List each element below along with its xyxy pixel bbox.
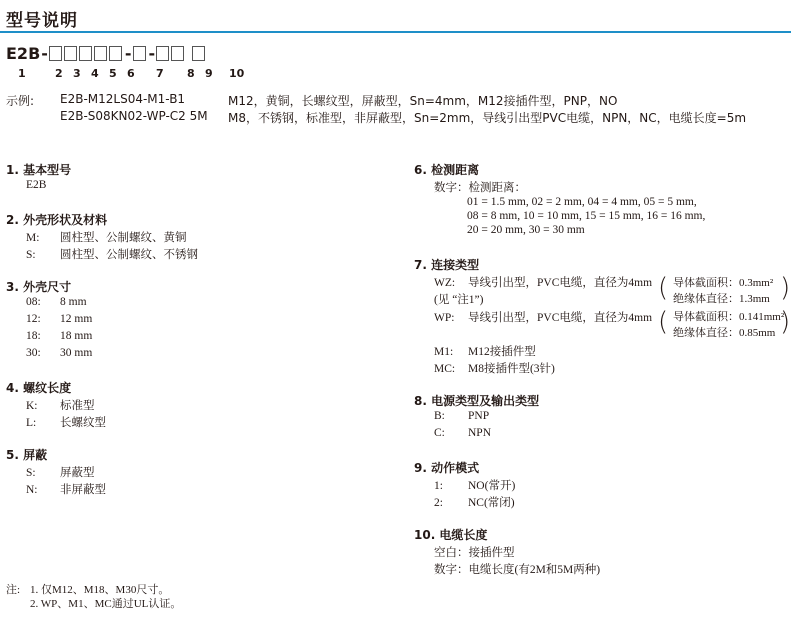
code-position-number: 2 [55, 67, 63, 80]
list-item [26, 481, 106, 497]
item-key: S: [26, 249, 36, 261]
section-title-base-model: 1. 基本型号 [6, 163, 72, 177]
code-position-number: 4 [91, 67, 99, 80]
item-key: B: [434, 410, 445, 422]
left-paren: ( [658, 307, 669, 337]
code-position-number: 8 [187, 67, 195, 80]
section-title-size: 3. 外壳尺寸 [6, 280, 72, 294]
note-item: 1. 仅M12、M18、M30尺寸。 [30, 584, 170, 596]
model-code: E2B- - - [6, 44, 207, 63]
code-position-number: 10 [229, 67, 245, 80]
item-key: C: [434, 427, 445, 439]
cable-line: 空白：接插件型 [434, 547, 515, 559]
item-value: NO(常开) [468, 480, 516, 492]
section-title-thread: 4. 螺纹长度 [6, 381, 72, 395]
item-value: 圆柱型、公制螺纹、黄铜 [60, 232, 187, 244]
list-item [26, 296, 87, 308]
section-title-power: 8. 电源类型及输出类型 [414, 394, 540, 408]
example-code: E2B-M12LS04-M1-B1 [60, 92, 186, 106]
right-paren: ) [780, 273, 791, 303]
item-key: WP: [434, 312, 455, 324]
distance-line: 01 = 1.5 mm, 02 = 2 mm, 04 = 4 mm, 05 = 5 mm, [467, 196, 697, 208]
item-value: NPN [468, 427, 492, 439]
list-item [26, 464, 95, 480]
item-key: 1: [434, 480, 443, 492]
left-paren: ( [658, 273, 669, 303]
note-item: 2. WP、M1、MC通过UL认证。 [30, 598, 182, 610]
right-paren: ) [780, 307, 791, 337]
item-value: 标准型 [60, 400, 95, 412]
item-value: 导线引出型，PVC电缆，直径为4mm [468, 277, 653, 289]
distance-line: 20 = 20 mm, 30 = 30 mm [467, 224, 585, 236]
list-item [434, 360, 555, 376]
item-value: 18 mm [60, 330, 93, 342]
example-description: M8，不锈钢，标准型，非屏蔽型，Sn=2mm，导线引出型PVC电缆，NPN，NC，电缆长度=5m [228, 111, 747, 125]
example-code: E2B-S08KN02-WP-C2 5M [60, 109, 208, 123]
item-key: M1: [434, 346, 454, 358]
example-description: M12，黄铜，长螺纹型，屏蔽型，Sn=4mm，M12接插件型，PNP，NO [228, 94, 618, 108]
section-title-cable: 10. 电缆长度 [414, 528, 488, 542]
section-title-mode: 9. 动作模式 [414, 461, 480, 475]
item-key: M: [26, 232, 40, 244]
list-item [434, 410, 489, 422]
item-key: 18: [26, 330, 41, 342]
list-item [434, 343, 536, 359]
section-value: E2B [26, 179, 47, 191]
item-key: 12: [26, 313, 41, 325]
notes-label: 注: [6, 584, 21, 596]
list-item [434, 274, 652, 290]
item-value: NC(常闭) [468, 497, 515, 509]
item-value: 30 mm [60, 347, 93, 359]
spec-line: 导体截面积：0.3mm² [673, 277, 774, 289]
item-value: 12 mm [60, 313, 93, 325]
item-key: S: [26, 467, 36, 479]
item-value: M12接插件型 [468, 346, 536, 358]
section-intro: 数字：检测距离： [434, 182, 526, 194]
item-key: WZ: [434, 277, 456, 289]
list-item [434, 427, 491, 439]
code-position-number: 9 [205, 67, 213, 80]
item-value: 长螺纹型 [60, 417, 106, 429]
code-position-number: 6 [127, 67, 135, 80]
list-item [434, 477, 515, 493]
spec-line: 绝缘体直径：1.3mm [673, 293, 770, 305]
list-item [26, 330, 92, 342]
item-value: 圆柱型、公制螺纹、不锈钢 [60, 249, 198, 261]
list-item [434, 309, 652, 325]
item-value: 非屏蔽型 [60, 484, 106, 496]
title-divider [0, 31, 791, 33]
model-prefix: E2B [6, 44, 41, 63]
list-item [26, 347, 92, 359]
item-key: N: [26, 484, 38, 496]
item-key: L: [26, 417, 37, 429]
list-item [26, 313, 92, 325]
list-item [26, 229, 187, 245]
item-key: MC: [434, 363, 456, 375]
examples-label: 示例: [6, 94, 35, 108]
note-reference: (见 “注1”) [434, 294, 484, 306]
code-position-number: 7 [156, 67, 164, 80]
item-value: PNP [468, 410, 490, 422]
item-value: 导线引出型，PVC电缆，直径为4mm [468, 312, 653, 324]
code-position-number: 1 [18, 67, 26, 80]
section-title-shield: 5. 屏蔽 [6, 448, 48, 462]
cable-line: 数字：电缆长度(有2M和5M两种) [434, 564, 601, 576]
section-title-connection: 7. 连接类型 [414, 258, 480, 272]
section-title-distance: 6. 检测距离 [414, 163, 480, 177]
item-key: 08: [26, 296, 41, 308]
item-key: 30: [26, 347, 41, 359]
spec-line: 绝缘体直径：0.85mm [673, 327, 776, 339]
list-item [26, 246, 198, 262]
item-value: M8接插件型(3针) [468, 363, 555, 375]
code-position-number: 3 [73, 67, 81, 80]
item-key: K: [26, 400, 38, 412]
item-key: 2: [434, 497, 443, 509]
distance-line: 08 = 8 mm, 10 = 10 mm, 15 = 15 mm, 16 = 16 mm, [467, 210, 706, 222]
list-item [26, 414, 106, 430]
section-title-housing: 2. 外壳形状及材料 [6, 213, 108, 227]
page-title: 型号说明 [6, 11, 78, 31]
list-item [434, 494, 515, 510]
code-position-number: 5 [109, 67, 117, 80]
item-value: 屏蔽型 [60, 467, 95, 479]
spec-line: 导体截面积：0.141mm² [673, 311, 785, 323]
list-item [26, 397, 95, 413]
item-value: 8 mm [60, 296, 87, 308]
